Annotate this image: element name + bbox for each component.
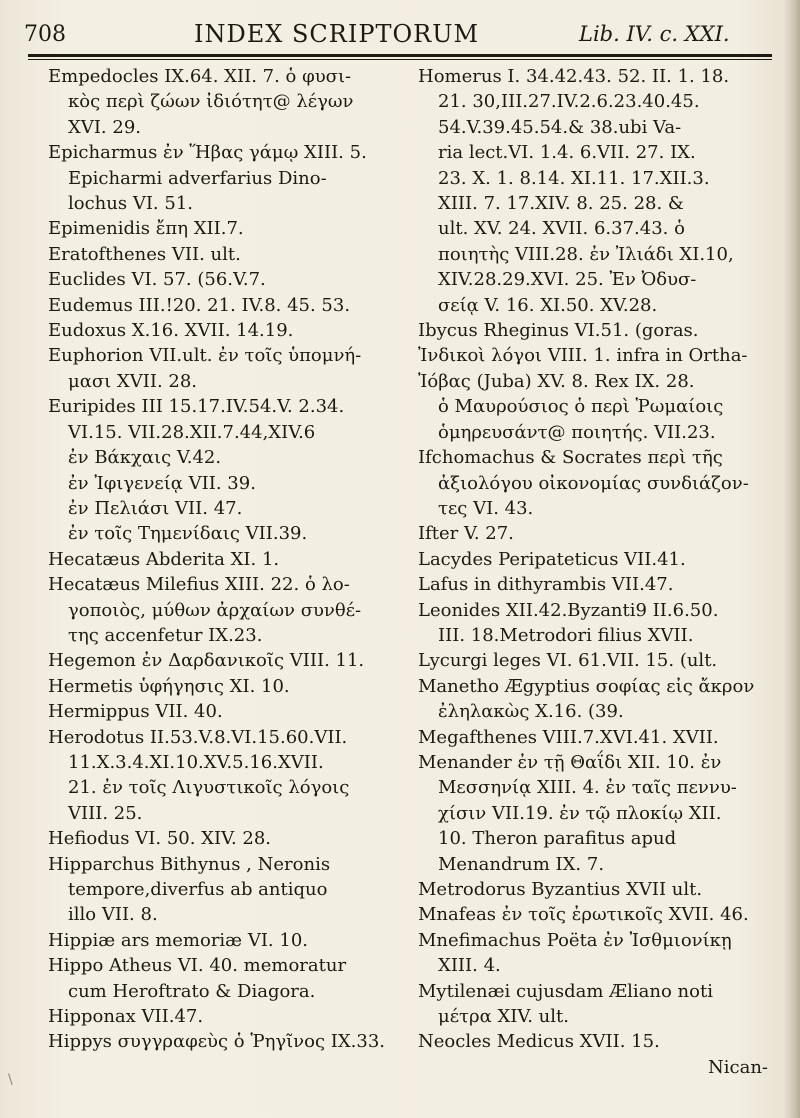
index-entry xyxy=(418,928,770,979)
index-entry-continuation: ὁμηρευσάντ@ ποιητής. VII.23. xyxy=(438,421,716,443)
index-entry-line: Euripides III 15.17.IV.54.V. 2.34. xyxy=(48,396,345,418)
index-entry-line: Ἰνδικοὶ λόγοι VIII. 1. infra in Ortha- xyxy=(418,345,748,367)
index-entry xyxy=(418,725,770,750)
index-entry xyxy=(418,750,770,877)
index-entry-continuation: tempore,diverfus ab antiquo xyxy=(68,879,328,900)
index-entry xyxy=(48,318,400,343)
index-entry xyxy=(418,64,770,318)
index-entry-line: Hippiæ ars memoriæ VI. 10. xyxy=(48,929,308,951)
index-entry xyxy=(418,902,770,927)
book-chapter-reference: Lib. IV. c. XXI. xyxy=(579,22,730,46)
index-entry-line: Neocles Medicus XVII. 15. xyxy=(418,1031,660,1053)
index-entry-line: Ifter V. 27. xyxy=(418,523,514,545)
index-entry-line: Hippys συγγραφεὺς ὁ Ῥηγῖνος IX.33. xyxy=(48,1031,386,1053)
index-entry xyxy=(418,445,770,521)
left-index-column xyxy=(48,64,400,1104)
index-entry xyxy=(48,674,400,699)
index-entry-continuation: κὸς περὶ ζώων ἰδιότητ@ λέγων xyxy=(68,91,354,113)
index-entry xyxy=(418,648,770,673)
index-entry-line: Hippo Atheus VI. 40. memoratur xyxy=(48,955,347,977)
index-entry-continuation: III. 18.Metrodori filius XVII. xyxy=(438,624,694,646)
index-entry xyxy=(48,953,400,1004)
index-entry xyxy=(418,369,770,445)
index-entry-line: Mnefimachus Poëta ἐν Ἰσθμιονίκῃ xyxy=(418,929,732,951)
index-entry-continuation: Μεσσηνίᾳ XIII. 4. ἐν ταῖς πεννυ- xyxy=(438,777,737,799)
index-entry xyxy=(418,598,770,649)
index-entry-line: Hipparchus Bithynus , Neronis xyxy=(48,853,331,875)
index-entry xyxy=(48,572,400,648)
index-entry-continuation: ἐν Πελιάσι VII. 47. xyxy=(68,497,243,519)
index-entry xyxy=(48,547,400,572)
index-entry xyxy=(418,1029,770,1054)
index-entry-continuation: illo VII. 8. xyxy=(68,904,158,926)
index-entry-line: Ibycus Rheginus VI.51. (goras. xyxy=(418,320,699,342)
index-entry xyxy=(48,267,400,292)
index-entry-continuation: VI.15. VII.28.XII.7.44,XIV.6 xyxy=(68,421,316,443)
index-entry-line: Megafthenes VIII.7.XVI.41. XVII. xyxy=(418,726,719,748)
page-edge-shadow xyxy=(784,0,800,1118)
index-entry-line: Lacydes Peripateticus VII.41. xyxy=(418,548,686,570)
index-entry-line: Ifchomachus & Socrates περὶ τῆς xyxy=(418,447,723,469)
index-entry xyxy=(48,725,400,827)
index-entry xyxy=(48,1029,400,1054)
index-entry-continuation: ἐληλακὼς X.16. (39. xyxy=(438,701,624,723)
index-entry-line: Manetho Ægyptius σοφίας εἰς ἄκρον xyxy=(418,675,755,697)
page-number: 708 xyxy=(24,22,66,47)
index-entry-line: Eratofthenes VII. ult. xyxy=(48,243,241,265)
index-entry-line: Ἰόβας (Juba) XV. 8. Rex IX. 28. xyxy=(418,370,695,392)
header-rule-thin xyxy=(28,59,772,60)
index-entry-line: Hermippus VII. 40. xyxy=(48,701,223,723)
index-entry xyxy=(48,216,400,241)
index-entry xyxy=(48,64,400,140)
index-entry-line: Euclides VI. 57. (56.V.7. xyxy=(48,269,266,291)
index-entry xyxy=(48,826,400,851)
index-entry-continuation: cum Heroftrato & Diagora. xyxy=(68,980,316,1002)
index-entry-line: Herodotus II.53.V.8.VI.15.60.VII. xyxy=(48,726,348,748)
index-entry-line: Eudoxus X.16. XVII. 14.19. xyxy=(48,320,294,342)
index-entry xyxy=(48,648,400,673)
index-entry-continuation: XIII. 7. 17.XIV. 8. 25. 28. & xyxy=(438,193,684,215)
header-rule-thick xyxy=(28,54,772,57)
index-entry-line: Hermetis ὑφήγησις XI. 10. xyxy=(48,675,290,697)
index-entry-continuation: XIV.28.29.XVI. 25. Ἐν Ὀδυσ- xyxy=(438,269,697,291)
index-entry-continuation: γοποιὸς, μύθων ἀρχαίων συνθέ- xyxy=(68,599,362,621)
index-entry xyxy=(48,242,400,267)
index-entry xyxy=(418,521,770,546)
index-entry-continuation: ἀξιολόγου οἰκονομίας συνδιάζον- xyxy=(438,472,749,494)
index-entry-continuation: VIII. 25. xyxy=(68,802,143,824)
index-entry-line: Menander ἐν τῇ Θαΐδι XII. 10. ἐν xyxy=(418,751,722,773)
index-entry-line: Empedocles IX.64. XII. 7. ὁ φυσι- xyxy=(48,66,352,87)
index-entry-line: Homerus I. 34.42.43. 52. II. 1. 18. xyxy=(418,66,730,87)
index-entry-line: Hecatæus Abderita XI. 1. xyxy=(48,548,280,570)
index-entry-continuation: 11.X.3.4.XI.10.XV.5.16.XVII. xyxy=(68,751,324,773)
index-entry xyxy=(48,140,400,216)
index-entry-continuation: τες VI. 43. xyxy=(438,497,534,519)
index-entry-line: Euphorion VII.ult. ἐν τοῖς ὑπομνή- xyxy=(48,345,362,367)
index-entry-continuation: Epicharmi adverfarius Dino- xyxy=(68,167,327,189)
index-entry-line: Epicharmus ἐν Ἥβας γάμῳ XIII. 5. xyxy=(48,142,367,164)
index-entry-continuation: lochus VI. 51. xyxy=(68,193,193,215)
index-entry-continuation: XIII. 4. xyxy=(438,955,501,977)
index-entry-continuation: ria lect.VI. 1.4. 6.VII. 27. IX. xyxy=(438,142,696,164)
index-entry-continuation: 10. Theron parafitus apud xyxy=(438,828,677,850)
index-entry xyxy=(48,1004,400,1029)
index-entry xyxy=(48,293,400,318)
index-entry-line: Epimenidis ἔπη XII.7. xyxy=(48,218,244,240)
index-entry-line: Hegemon ἐν Δαρδανικοῖς VIII. 11. xyxy=(48,650,365,672)
index-entry-line: Hipponax VII.47. xyxy=(48,1006,204,1028)
index-entry xyxy=(48,852,400,928)
index-entry xyxy=(48,343,400,394)
index-entry-continuation: χίσιν VII.19. ἐν τῷ πλοκίῳ XII. xyxy=(438,802,722,824)
index-entry-line: Eudemus III.!20. 21. IV.8. 45. 53. xyxy=(48,294,351,316)
index-entry-continuation: μασι XVII. 28. xyxy=(68,370,198,392)
index-entry xyxy=(418,572,770,597)
index-entry xyxy=(418,979,770,1030)
index-entry-continuation: 21. 30,III.27.IV.2.6.23.40.45. xyxy=(438,91,700,113)
index-entry xyxy=(418,877,770,902)
index-entry-continuation: σείᾳ V. 16. XI.50. XV.28. xyxy=(438,294,658,316)
index-entry-line: Mnafeas ἐν τοῖς ἐρωτικοῖς XVII. 46. xyxy=(418,904,749,926)
index-entry-continuation: της accenfetur IX.23. xyxy=(68,624,263,646)
margin-fragment: \ xyxy=(8,1072,13,1088)
index-entry-line: Lafus in dithyrambis VII.47. xyxy=(418,574,674,596)
index-entry xyxy=(48,394,400,546)
index-entry-continuation: ποιητὴς VIII.28. ἐν Ἰλιάδι XI.10, xyxy=(438,243,734,265)
index-entry-continuation: ἐν Βάκχαις V.42. xyxy=(68,447,222,469)
index-entry xyxy=(48,699,400,724)
index-entry xyxy=(418,547,770,572)
index-entry-line: Mytilenæi cujusdam Æliano noti xyxy=(418,980,713,1002)
index-entry xyxy=(48,928,400,953)
index-entry-continuation: ἐν Ἰφιγενείᾳ VII. 39. xyxy=(68,472,256,494)
index-entry-line: Lycurgi leges VI. 61.VII. 15. (ult. xyxy=(418,650,718,672)
index-entry-continuation: Menandrum IX. 7. xyxy=(438,853,605,875)
index-entry-continuation: μέτρα XIV. ult. xyxy=(438,1006,569,1028)
index-entry xyxy=(418,674,770,725)
index-entry xyxy=(418,318,770,343)
index-entry-line: Hefiodus VI. 50. XIV. 28. xyxy=(48,828,272,850)
right-index-column xyxy=(418,64,770,1104)
index-entry-line: Leonides XII.42.Byzanti9 II.6.50. xyxy=(418,599,719,621)
index-entry-line: Metrodorus Byzantius XVII ult. xyxy=(418,879,703,900)
index-entry-continuation: ἐν τοῖς Τημενίδαις VII.39. xyxy=(68,523,308,545)
index-entry-continuation: XVI. 29. xyxy=(68,116,141,138)
index-entry-continuation: 23. X. 1. 8.14. XI.11. 17.XII.3. xyxy=(438,167,710,189)
catchword: Nican- xyxy=(708,1056,768,1078)
index-entry-continuation: ult. XV. 24. XVII. 6.37.43. ὁ xyxy=(438,218,685,240)
index-entry-continuation: ὁ Μαυρούσιος ὁ περὶ Ῥωμαίοις xyxy=(438,396,724,418)
index-entry-continuation: 21. ἐν τοῖς Λιγυστικοῖς λόγοις xyxy=(68,777,350,799)
index-entry-continuation: 54.V.39.45.54.& 38.ubi Va- xyxy=(438,116,682,138)
index-entry-line: Hecatæus Milefius XIII. 22. ὁ λο- xyxy=(48,574,350,596)
running-title: INDEX SCRIPTORUM xyxy=(194,20,480,48)
index-entry xyxy=(418,343,770,368)
